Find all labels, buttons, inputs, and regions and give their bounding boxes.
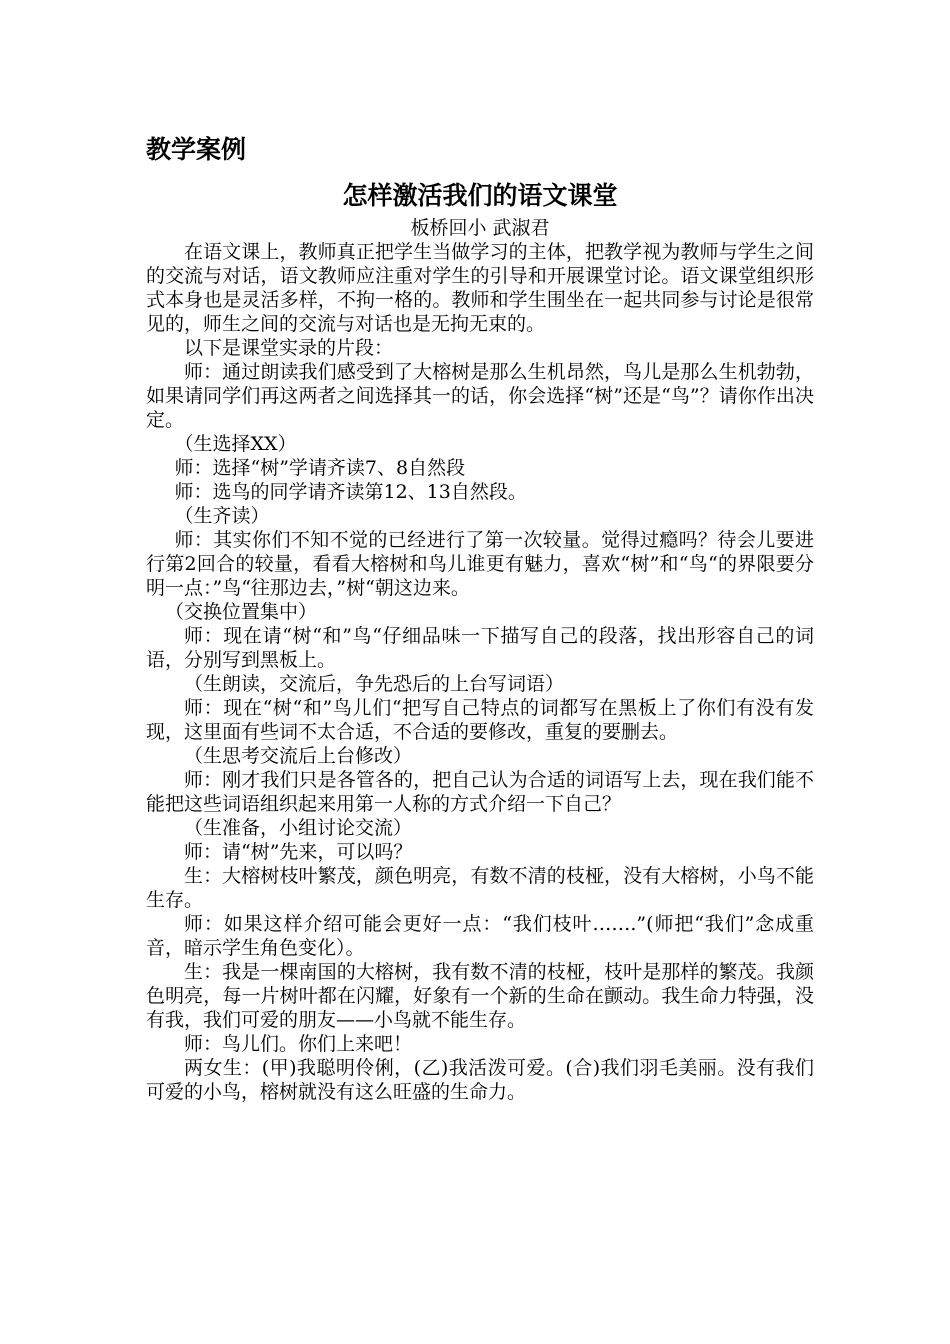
paragraph: 师：选鸟的同学请齐读第12、13自然段。 bbox=[174, 481, 527, 503]
paragraph: 生：我是一棵南国的大榕树，我有数不清的枝桠，枝叶是那样的繁茂。我颜色明亮，每一片树叶都在闪耀，好象有一个新的生命在颤动。我生命力特强，没有我，我们可爱的朋友——小鸟就不能生存。 bbox=[146, 961, 814, 1031]
paragraph: 师：其实你们不知不觉的已经进行了第一次较量。觉得过瘾吗？待会儿要进行第2回合的较量，看看大榕树和鸟儿谁更有魅力，喜欢“树”和“鸟“的界限要分明一点：”鸟“往那边去，”树“朝这边来。 bbox=[146, 529, 814, 599]
paragraph: 师：现在“树“和”鸟儿们“把写自己特点的词都写在黑板上了你们有没有发现，这里面有些词不太合适，不合适的要修改，重复的要删去。 bbox=[146, 697, 814, 743]
paragraph: 师：选择“树”学请齐读7、8自然段 bbox=[174, 457, 466, 479]
document-page bbox=[146, 130, 814, 1104]
paragraph: 师：如果这样介绍可能会更好一点：“我们枝叶…….”(师把“我们”念成重音，暗示学生角色变化）。 bbox=[146, 913, 814, 959]
paragraph: （生朗读，交流后，争先恐后的上台写词语） bbox=[184, 673, 565, 695]
paragraph: 以下是课堂实录的片段： bbox=[184, 337, 394, 359]
paragraph: （生思考交流后上台修改） bbox=[184, 745, 413, 767]
paragraph: 师：刚才我们只是各管各的，把自己认为合适的词语写上去，现在我们能不能把这些词语组织起来用第一人称的方式介绍一下自己？ bbox=[146, 769, 814, 815]
paragraph: 师：现在请“树“和”鸟“仔细品味一下描写自己的段落，找出形容自己的词语，分别写到黑板上。 bbox=[146, 625, 814, 671]
section-label: 教学案例 bbox=[146, 135, 247, 164]
paragraph: 两女生：(甲)我聪明伶俐，(乙)我活泼可爱。(合)我们羽毛美丽。没有我们可爱的小鸟，榕树就没有这么旺盛的生命力。 bbox=[146, 1057, 814, 1103]
paragraph: （生齐读） bbox=[174, 505, 270, 527]
article-author: 板桥回小 武淑君 bbox=[410, 217, 550, 239]
article-title: 怎样激活我们的语文课堂 bbox=[342, 181, 618, 210]
paragraph: （交换位置集中） bbox=[165, 601, 318, 623]
paragraph: （生准备，小组讨论交流） bbox=[184, 817, 413, 839]
paragraph: 师：鸟儿们。你们上来吧！ bbox=[184, 1033, 413, 1055]
paragraph: 生：大榕树枝叶繁茂，颜色明亮，有数不清的枝桠，没有大榕树，小鸟不能生存。 bbox=[146, 865, 814, 911]
paragraph: 师：请“树”先来，可以吗？ bbox=[184, 841, 413, 863]
paragraph: （生选择XX） bbox=[174, 433, 297, 455]
paragraph: 在语文课上，教师真正把学生当做学习的主体，把教学视为教师与学生之间的交流与对话，语文教师应注重对学生的引导和开展课堂讨论。语文课堂组织形式本身也是灵活多样，不拘一格的。教师和学生围坐在一起共同参与讨论是很常见的，师生之间的交流与对话也是无拘无束的。 bbox=[146, 241, 814, 335]
paragraph: 师：通过朗读我们感受到了大榕树是那么生机昂然，鸟儿是那么生机勃勃，如果请同学们再这两者之间选择其一的话，你会选择“树”还是“鸟”？请你作出决定。 bbox=[146, 361, 814, 431]
